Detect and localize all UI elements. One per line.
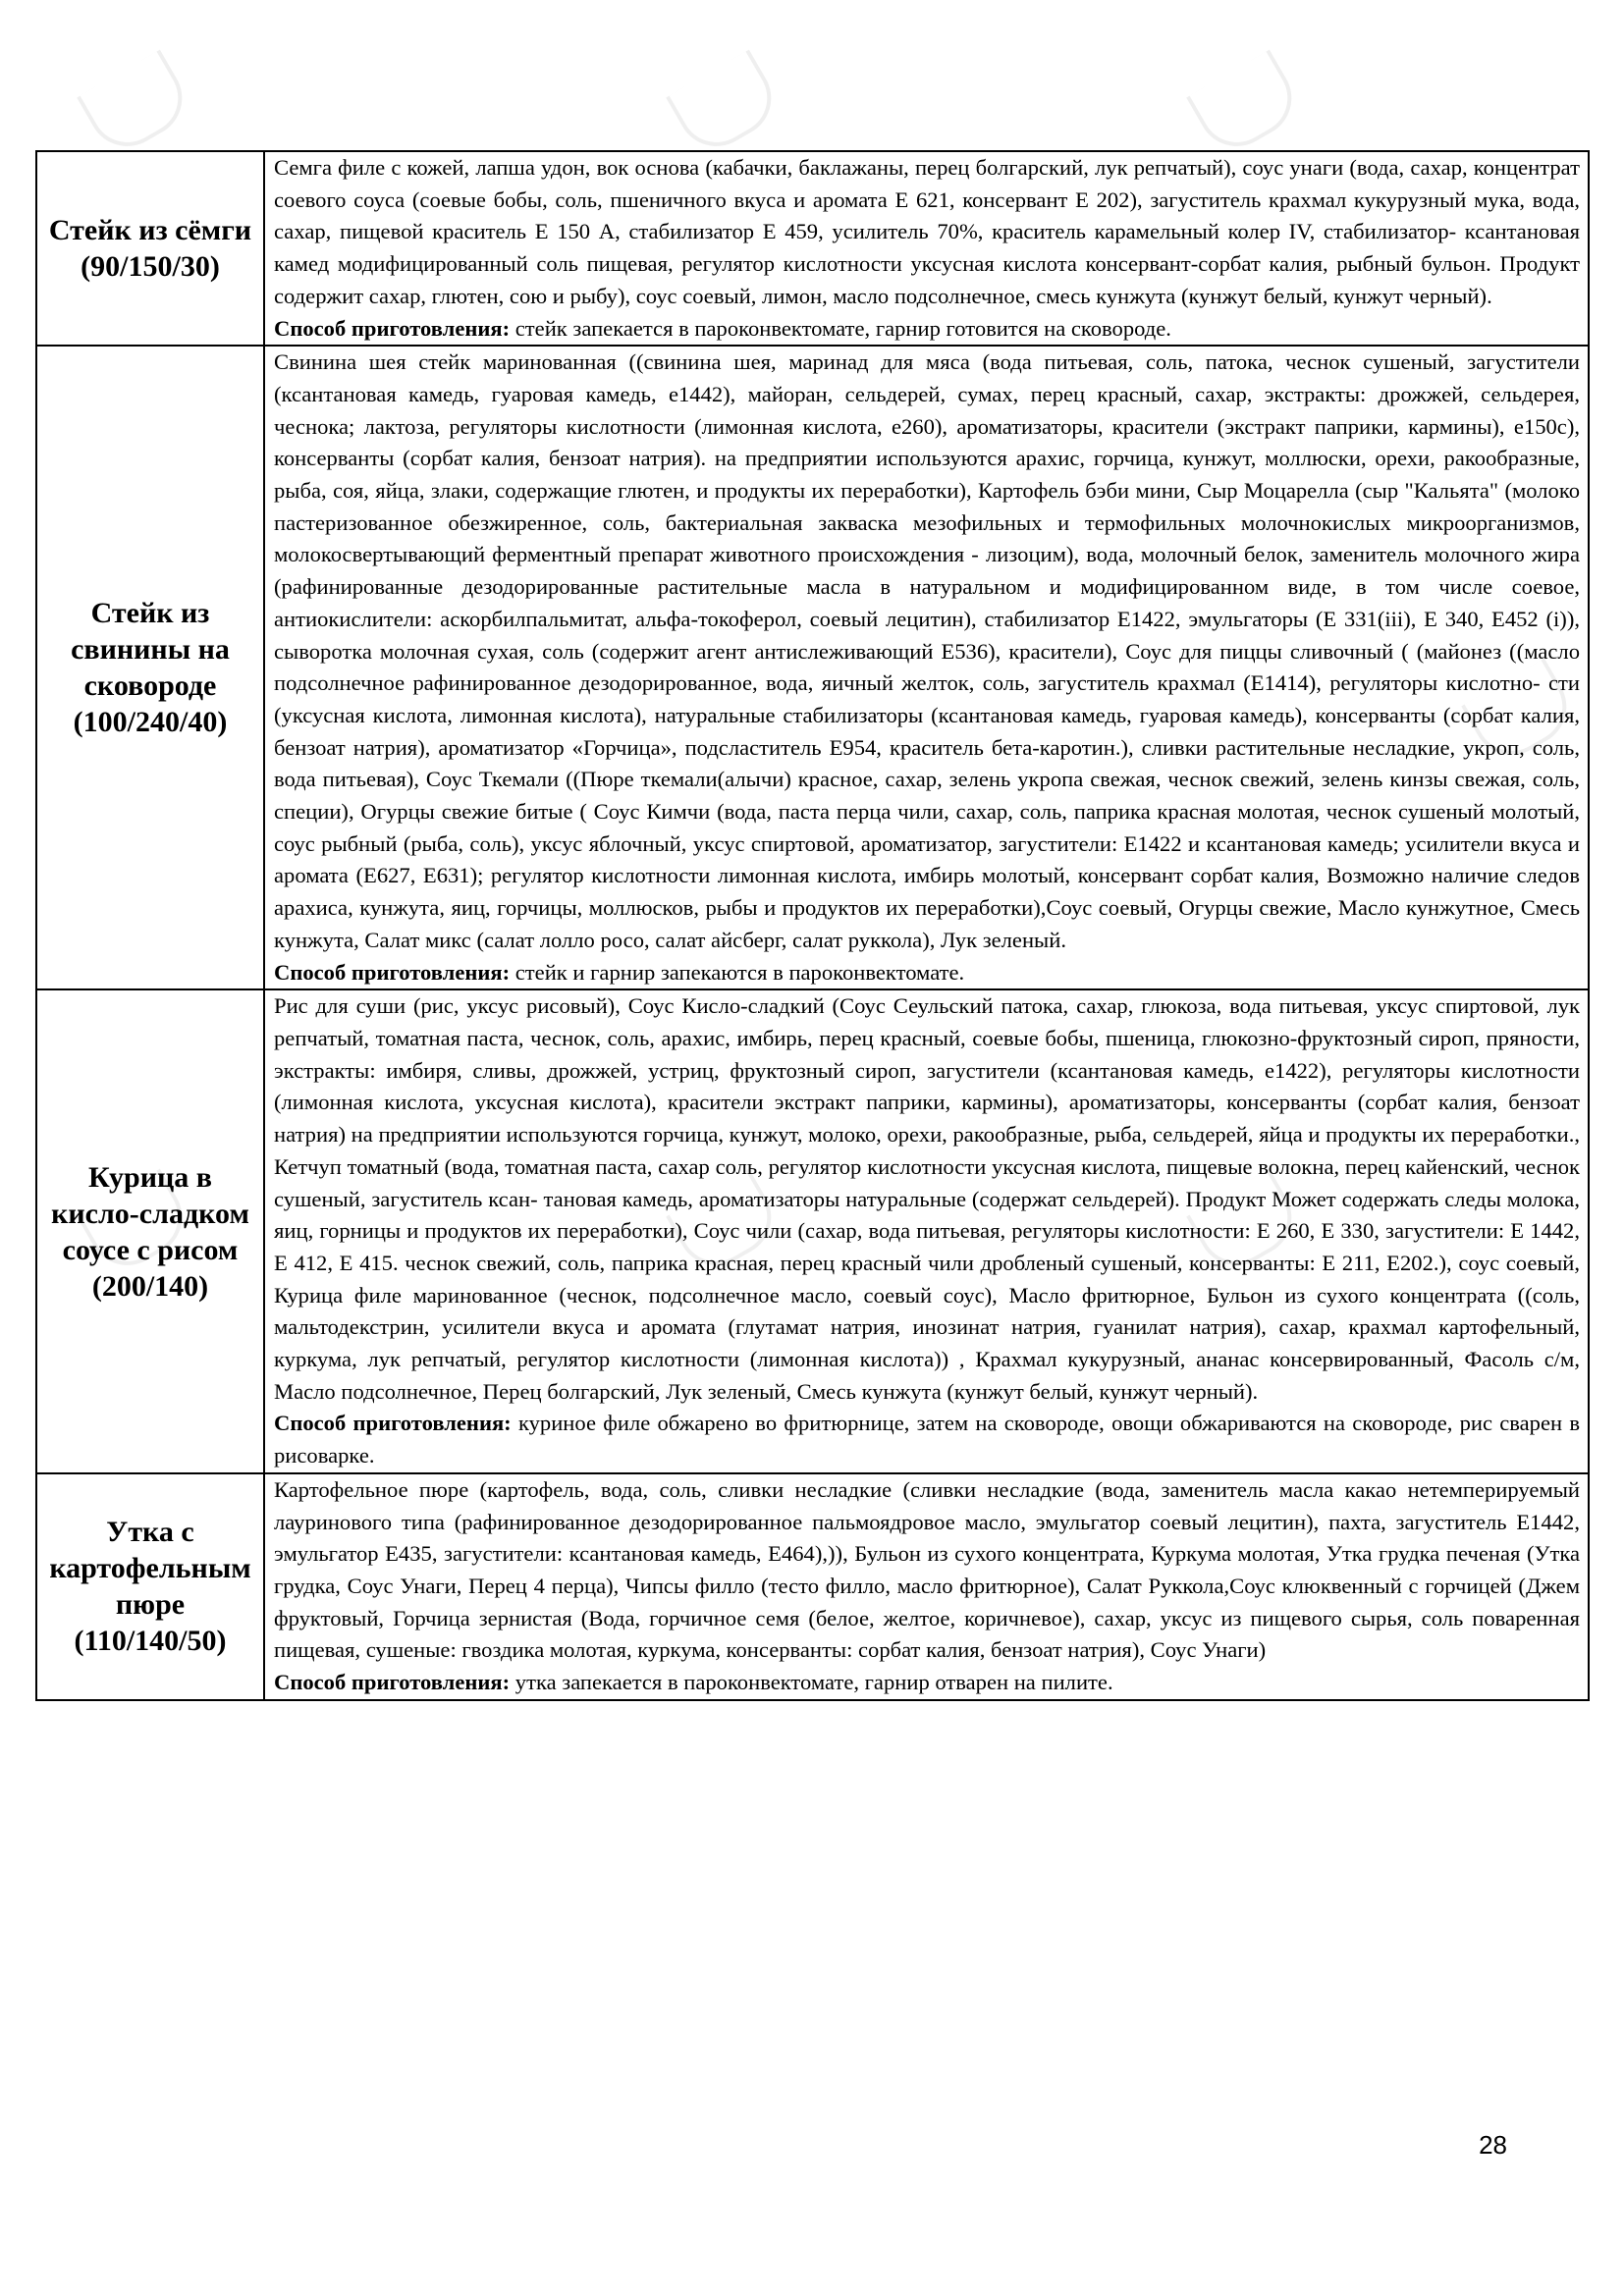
dish-portion: (90/150/30): [81, 250, 220, 284]
cooking-method: [274, 1408, 1580, 1471]
cooking-method-label: Способ приготовления:: [274, 315, 511, 341]
dish-description-cell: [264, 1473, 1589, 1700]
dish-name-cell: [36, 151, 264, 346]
cooking-method: [274, 1667, 1580, 1699]
table-row: [36, 1473, 1589, 1700]
dish-ingredients: Семга филе с кожей, лапша удон, вок основа (кабачки, баклажаны, перец болгарский, лук репчатый), соус унаги (вода, сахар, концентрат соевого соуса (соевые бобы, соль, пшеничного вкуса и аромата Е 621, консервант Е 202), загуститель крахмал кукурузный мука, вода, сахар, пищевой краситель Е 150 А, стабилизатор Е 459, усилитель 70%, краситель карамельный колер IV, стабилизатор- ксантановая камед модифицированный соль пищевая, регулятор кислотности уксусная кислота консервант-сорбат калия, рыбный бульон. Продукт содержит сахар, глютен, сою и рыбу), соус соевый, лимон, масло подсолнечное, смесь кунжута (кунжут белый, кунжут черный).: [274, 155, 1580, 308]
dish-table: [35, 150, 1590, 1701]
dish-name: Утка с картофельным пюре: [49, 1516, 251, 1622]
table-row: [36, 346, 1589, 989]
watermark-logo-icon: [666, 49, 785, 160]
cooking-method: [274, 957, 1580, 989]
cooking-method: [274, 313, 1580, 346]
dish-description-cell: [264, 346, 1589, 989]
cooking-method-label: Способ приготовления:: [274, 959, 511, 985]
dish-ingredients: Свинина шея стейк маринованная ((свинина шея, маринад для мяса (вода питьевая, соль, патока, чеснок сушеный, загустители (ксантановая камедь, гуаровая камедь, е1442), майоран, сельдерей, сумах, перец красный, сахар, экстракты: дрожжей, сельдерея, чеснока; лактоза, регуляторы кислотности (лимонная кислота, е260), ароматизаторы, красители (экстракт паприки, кармины), е150с), консерванты (сорбат калия, бензоат натрия). на предприятии используются арахис, горчица, кунжут, моллюски, орехи, ракообразные, рыба, соя, яйца, злаки, содержащие глютен, и продукты их переработки), Картофель бэби мини, Сыр Моцарелла (сыр "Кальята" (молоко пастеризованное обезжиренное, соль, бактериальная закваска мезофильных и термофильных молочнокислых микроорганизмов, молокосвертывающий ферментный препарат животного происхождения - лизоцим), вода, молочный белок, заменитель молочного жира (рафинированные дезодорированные растительные масла в натуральном и модифицированном виде, в том числе соевое, антиокислители: аскорбилпальмитат, альфа-токоферол, соевый лецитин), стабилизатор E1422, эмульгаторы (Е 331(iii), Е 340, Е452 (i)), сыворотка молочная сухая, соль (содержит агент антислеживающий Е536), красители), Соус для пиццы сливочный ( (майонез ((масло подсолнечное рафинированное дезодорированное, вода, яичный желток, соль, загуститель крахмал (Е1414), регуляторы кислотно- сти (уксусная кислота, лимонная кислота), натуральные стабилизаторы (ксантановая камедь, гуаровая камедь), консерванты (сорбат калия, бензоат натрия), ароматизатор «Горчица», подсластитель Е954, краситель бета-каротин.), сливки растительные несладкие, укроп, соль, вода питьевая), Соус Ткемали ((Пюре ткемали(алычи) красное, сахар, зелень укропа свежая, чеснок свежий, зелень кинзы свежая, соль, специи), Огурцы свежие битые ( Соус Кимчи (вода, паста перца чили, сахар, соль, паприка красная молотая, чеснок сушеный молотый, соус рыбный (рыба, соль), уксус яблочный, уксус спиртовой, ароматизатор, загустители: Е1422 и ксантановая камедь; усилители вкуса и аромата (E627, E631); регулятор кислотности лимонная кислота, имбирь молотый, консервант сорбат калия, Возможно наличие следов арахиса, кунжута, яиц, горчицы, моллюсков, рыбы и продуктов их переработки),Соус соевый, Огурцы свежие, Масло кунжутное, Смесь кунжута, Салат микс (салат лолло росо, салат айсберг, салат руккола), Лук зеленый.: [274, 349, 1580, 952]
watermark-logo-icon: [1186, 49, 1306, 160]
dish-name-cell: [36, 346, 264, 989]
dish-description-cell: [264, 989, 1589, 1473]
page-number: 28: [1479, 2130, 1507, 2160]
cooking-method-text: стейк запекается в пароконвектомате, гарнир готовится на сковороде.: [514, 315, 1171, 341]
dish-portion: (200/140): [91, 1269, 209, 1303]
dish-portion: (110/140/50): [74, 1625, 227, 1658]
dish-name-cell: [36, 989, 264, 1473]
table-row: [36, 989, 1589, 1473]
dish-ingredients: Рис для суши (рис, уксус рисовый), Соус Кисло-сладкий (Соус Сеульский патока, сахар, глюкоза, вода питьевая, уксус спиртовой, лук репчатый, томатная паста, чеснок, соль, арахис, имбирь, перец красный, соевые бобы, пшеница, глюкозно-фруктозный сироп, пряности, экстракты: имбиря, сливы, дрожжей, устриц, фруктозный сироп, загустители (ксантановая камедь, е1422), регуляторы кислотности (лимонная кислота, уксусная кислота), красители экстракт паприки, кармины), ароматизаторы, консерванты (сорбат калия, бензоат натрия) на предприятии используются горчица, кунжут, молоко, орехи, ракообразные, рыба, сельдерей, яйца и продукты их переработки., Кетчуп томатный (вода, томатная паста, сахар соль, регулятор кислотности уксусная кислота, пищевые волокна, перец кайенский, чеснок сушеный, загуститель ксан- тановая камедь, ароматизаторы натуральные (содержат сельдерей). Продукт Может содержать следы молока, яиц, горницы и продуктов их переработки), Соус чили (сахар, вода питьевая, регуляторы кислотности: Е 260, Е 330, загустители: Е 1442, Е 412, Е 415. чеснок свежий, соль, паприка красная, перец красный чили дробленый сушеный, консерванты: Е 211, Е202.), соус соевый, Курица филе маринованное (чеснок, подсолнечное масло, соевый соус), Масло фритюрное, Бульон из сухого концентрата ((соль, мальтодекстрин, усилители вкуса и аромата (глутамат натрия, инозинат натрия, гуанилат натрия), сахар, крахмал картофельный, куркума, лук репчатый, регулятор кислотности (лимонная кислота)) , Крахмал кукурузный, ананас консервированный, Фасоль с/м, Масло подсолнечное, Перец болгарский, Лук зеленый, Смесь кунжута (кунжут белый, кунжут черный).: [274, 993, 1580, 1404]
cooking-method-label: Способ приготовления:: [274, 1411, 512, 1436]
cooking-method-text: утка запекается в пароконвектомате, гарнир отварен на пилите.: [514, 1670, 1113, 1695]
dish-ingredients: Картофельное пюре (картофель, вода, соль, сливки несладкие (сливки несладкие (вода, заменитель масла какао нетемперируемый лауринового типа (рафинированное дезодорированное пальмоядровое масло, эмульгатор соевый лецитин), пахта, загуститель Е1442, эмульгатор Е435, загустители: ксантановая камедь, Е464),)), Бульон из сухого концентрата, Куркума молотая, Утка грудка печеная (Утка грудка, Соус Унаги, Перец 4 перца), Чипсы филло (тесто филло, масло фритюрное), Салат Руккола,Соус клюквенный с горчицей (Джем фруктовый, Горчица зернистая (Вода, горчичное семя (белое, желтое, коричневое), сахар, уксус из пищевого сырья, соль поваренная пищевая, сушеные: гвоздика молотая, куркума, консерванты: сорбат калия, бензоат натрия), Соус Унаги): [274, 1476, 1580, 1663]
cooking-method-label: Способ приготовления:: [274, 1670, 511, 1695]
table-row: [36, 151, 1589, 346]
cooking-method-text: куриное филе обжарено во фритюрнице, затем на сковороде, овощи обжариваются на сковороде, рис сварен в рисоварке.: [274, 1411, 1580, 1468]
dish-description-cell: [264, 151, 1589, 346]
cooking-method-text: стейк и гарнир запекаются в пароконвектомате.: [514, 959, 965, 985]
dish-portion: (100/240/40): [73, 706, 228, 739]
dish-name: Курица в кисло-сладком соусе с рисом: [51, 1160, 249, 1266]
watermark-logo-icon: [77, 49, 196, 160]
dish-name-cell: [36, 1473, 264, 1700]
dish-name: Стейк из сёмги: [48, 214, 252, 247]
dish-name: Стейк из свинины на сковороде: [71, 597, 230, 703]
